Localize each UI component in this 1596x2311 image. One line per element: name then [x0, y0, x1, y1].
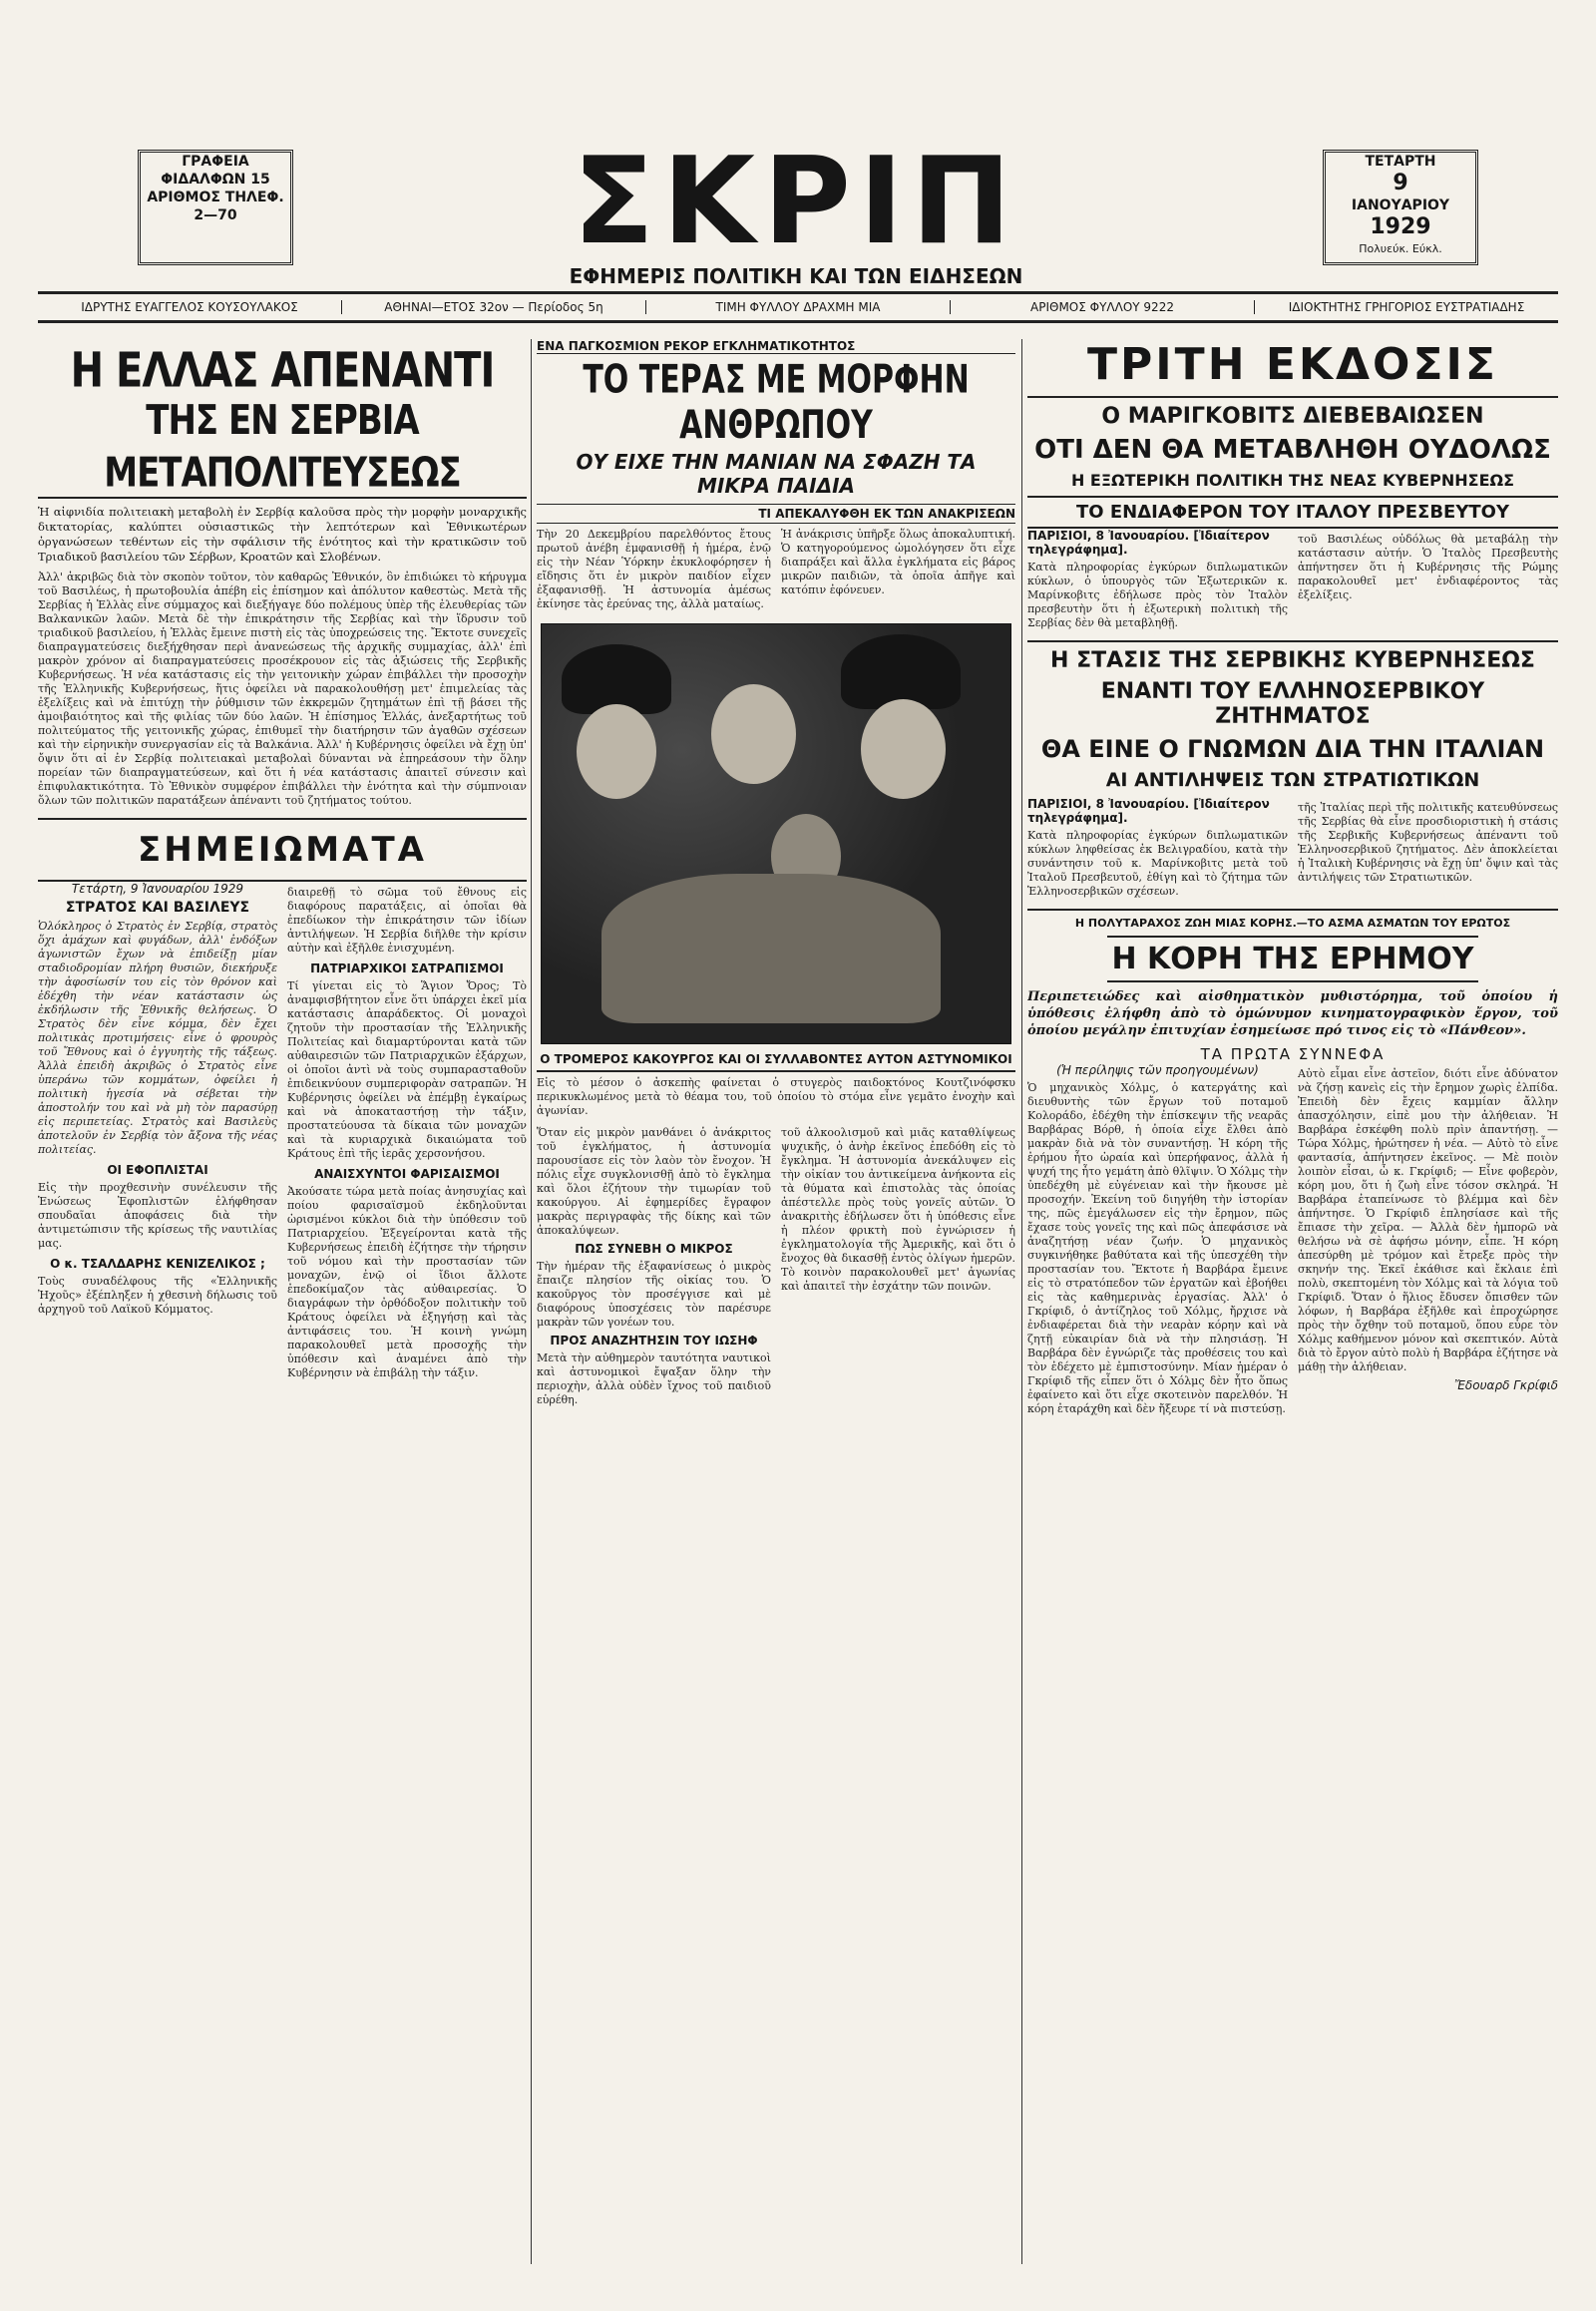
- stance-col-b: [1298, 797, 1558, 903]
- notes-subhead: ΣΤΡΑΤΟΣ ΚΑΙ ΒΑΣΙΛΕΥΣ: [65, 900, 250, 916]
- subhead-how: ΠΩΣ ΣΥΝΕΒΗ Ο ΜΙΚΡΟΣ: [575, 1242, 733, 1256]
- serial-title: Η ΚΟΡΗ ΤΗΣ ΕΡΗΜΟΥ: [1107, 936, 1478, 982]
- monster-col-c: [537, 1122, 771, 1411]
- office-info-box: [138, 150, 293, 265]
- italian-band: [1027, 496, 1558, 529]
- marinkovic-body-a: Κατὰ πληροφορίας ἐγκύρων διπλωματικῶν κύκλων, ὁ ὑπουργὸς τῶν Ἐξωτερικῶν κ. Μαρίνκοβιτς ἐδήλωσε πρὸς τὸν Ἰταλὸν πρεσβευτὴν ὅτι ἡ ἐξωτερικὴ πολιτικὴ τῆς Σερβίας δὲν θὰ μεταβληθῇ.: [1027, 561, 1288, 629]
- headline-line-1: Η ΕΛΛΑΣ ΑΠΕΝΑΝΤΙ: [70, 343, 495, 399]
- notes-body: Ὁλόκληρος ὁ Στρατὸς ἐν Σερβίᾳ, στρατὸς ὅχι ἀμάχων καὶ φυγάδων, ἀλλ' ἐνδόξων ἀγωνιστῶν ἔχων νὰ ἐπιδείξῃ μίαν σταδιοδρομίαν πλήρη θυσιῶν, διεκήρυξε τὴν ἀφοσίωσίν του εἰς τὸν θρόνον καὶ ἐδέχθη τὴν νέαν κατάστασιν ὡς ἐκδήλωσιν τῆς Ἐθνικῆς θελήσεως. Ὁ Στρατὸς δὲν εἶνε κόμμα, δὲν ἔχει πολιτικὰς προτιμήσεις· εἶνε ὁ φρουρὸς τοῦ Ἔθνους καὶ ὁ ἐγγυητὴς τῆς τάξεως. Ἀλλὰ ἐπειδὴ ἀκριβῶς ὁ Στρατὸς εἶνε ὑπεράνω τῶν κομμάτων, ὀφείλει ἡ πολιτικὴ ἡγεσία νὰ σέβεται τὴν ἀποστολήν του καὶ νὰ μὴ τὸν παρασύρῃ εἰς περιπετείας. Στρατὸς καὶ Βασιλεὺς ἀποτελοῦν ἐν Σερβίᾳ τὸν ἄξονα τῆς νέας πολιτείας.: [38, 920, 277, 1156]
- phone-number: 2—70: [194, 207, 237, 223]
- marinkovic-head-3: Η ΕΞΩΤΕΡΙΚΗ ΠΟΛΙΤΙΚΗ ΤΗΣ ΝΕΑΣ ΚΥΒΕΡΝΗΣΕΩΣ: [1070, 471, 1515, 490]
- price: ΤΙΜΗ ΦΥΛΛΟΥ ΔΡΑΧΜΗ ΜΙΑ: [646, 300, 951, 314]
- column-rule: [1021, 339, 1022, 2264]
- stance-body-a: Κατὰ πληροφορίας ἐγκύρων διπλωματικῶν κύκλων ληφθείσας ἐκ Βελιγραδίου, κατὰ τὴν συνάντησιν τοῦ κ. Μαρίνκοβιτς μετὰ τοῦ Ἰταλοῦ Πρεσβευτοῦ, ἐθίγη καὶ τὸ ζήτημα τῶν Ἑλληνοσερβικῶν σχέσεων.: [1027, 829, 1288, 898]
- serial-summary-note: (Ἡ περίληψις τῶν προηγουμένων): [1056, 1063, 1259, 1077]
- owner: ΙΔΙΟΚΤΗΤΗΣ ΓΡΗΓΟΡΙΟΣ ΕΥΣΤΡΑΤΙΑΔΗΣ: [1288, 300, 1525, 314]
- serial-columns: [1027, 1063, 1558, 1420]
- military-views: ΑΙ ΑΝΤΙΛΗΨΕΙΣ ΤΩΝ ΣΤΡΑΤΙΩΤΙΚΩΝ: [1105, 769, 1480, 791]
- monster-body-b: Ἡ ἀνάκρισις ὑπῆρξε ὅλως ἀποκαλυπτική. Ὁ κατηγορούμενος ὡμολόγησεν ὅτι εἶχε διαπράξει καὶ ἄλλα ἐγκλήματα εἰς βάρος μικρῶν παιδιῶν, τὰ ὁποῖα ἀπῆγε καὶ κατόπιν ἐφόνευεν.: [781, 528, 1015, 596]
- date-box: [1323, 150, 1478, 265]
- serial-kicker: Η ΠΟΛΥΤΑΡΑΧΟΣ ΖΩΗ ΜΙΑΣ ΚΟΡΗΣ.—ΤΟ ΑΣΜΑ ΑΣΜΑΤΩΝ ΤΟΥ ΕΡΩΤΟΣ: [1074, 917, 1511, 930]
- subhead-shipowners: ΟΙ ΕΦΟΠΛΙΣΤΑΙ: [107, 1163, 208, 1177]
- monster-body-d: Ὅταν εἰς μικρὸν μανθάνει ὁ ἀνάκριτος τοῦ ἐγκλήματος, ἡ ἀστυνομία παρουσίασε εἰς τὸν λαὸν τὸν ἔνοχον. Ἡ πόλις εἶχε συγκλονισθῇ ἀπὸ τὸ ἔγκλημα καὶ ὅλοι ἐζήτουν τὴν τιμωρίαν τοῦ κακούργου. Αἱ ἐφημερίδες ἔγραφον μακρὰς περιγραφὰς τῆς δίκης καὶ τῶν ἀποκαλύψεων.: [537, 1126, 771, 1237]
- hat-shape: [841, 634, 961, 709]
- monster-body-g: τοῦ ἀλκοολισμοῦ καὶ μιᾶς καταθλίψεως ψυχικῆς, ὁ ἀνὴρ ἐκεῖνος ἐπεδόθη εἰς τὸ ἔγκλημα. Ἡ ἀστυνομία ἀνεκάλυψεν εἰς τὴν οἰκίαν του ἀντικείμενα ἀνήκοντα εἰς τὰ θύματα καὶ ἐπιστολὰς τὰς ὁποίας ἀπέστελλε πρὸς τοὺς γονεῖς αὐτῶν. Ὁ ἀνακριτὴς ἐδήλωσεν ὅτι ἡ ὑπόθεσις εἶνε ἡ πλέον φρικτὴ ποὺ ἐγνώρισεν ἡ ἐγκληματολογία τῆς Ἀμερικῆς, καὶ ὅτι ὁ ἔνοχος θὰ δικασθῇ ἐντὸς ὀλίγων ἡμερῶν. Τὸ κοινὸν παρακολουθεῖ μετ' ἀγωνίας καὶ ἀπαιτεῖ τὴν ἐσχάτην τῶν ποινῶν.: [781, 1126, 1015, 1293]
- notes-column-a: [38, 882, 277, 1384]
- notes-header-band: [38, 818, 527, 882]
- stance-columns: [1027, 797, 1558, 903]
- monster-columns: [537, 524, 1015, 615]
- monster-headline-2: ΟΥ ΕΙΧΕ ΤΗΝ ΜΑΝΙΑΝ ΝΑ ΣΦΑΖΗ ΤΑ ΜΙΚΡΑ ΠΑΙΔΙΑ: [576, 450, 977, 498]
- face-shape: [861, 699, 946, 799]
- serial-col-b: [1298, 1063, 1558, 1420]
- year-period: ΑΘΗΝΑΙ—ΕΤΟΣ 32ον — Περίοδος 5η: [342, 300, 646, 314]
- column-rule: [531, 339, 532, 2264]
- tsaldaris-body: Τοὺς συναδέλφους τῆς «Ἑλληνικῆς Ἠχοῦς» ἐξέπληξεν ἡ χθεσινὴ δήλωσις τοῦ ἀρχηγοῦ τοῦ Λαϊκοῦ Κόμματος.: [38, 1275, 277, 1316]
- monster-body-e: Τὴν ἡμέραν τῆς ἐξαφανίσεως ὁ μικρὸς ἔπαιζε πλησίον τῆς οἰκίας του. Ὁ κακοῦργος τὸν προσέγγισε καὶ μὲ διαφόρους ὑποσχέσεις τὸν παρέσυρε μακρὰν τῶν γονέων του.: [537, 1260, 771, 1329]
- lead-paragraph: Ἡ αἰφνιδία πολιτειακὴ μεταβολὴ ἐν Σερβίᾳ καλοῦσα πρὸς τὴν μορφὴν μοναρχικῆς δικτατορίας, καλύπτει οὐσιαστικῶς τὴν λεπτότερων καὶ Ἐθνικωτέρων ὀργανώσεων τεθέντων εἰς τὴν σφάλισιν τῆς ἑνότητος καὶ τὴν κρατικῶσιν τοῦ Τριαδικοῦ βασιλείου τῶν Σέρβων, Κροατῶν καὶ Σλοβένων.: [38, 505, 527, 564]
- face-shape: [577, 704, 656, 799]
- serial-chapter: ΤΑ ΠΡΩΤΑ ΣΥΝΝΕΦΑ: [1200, 1045, 1386, 1063]
- stance-body-b: τῆς Ἰταλίας περὶ τῆς πολιτικῆς κατευθύνσεως τῆς Σερβίας θὰ εἶνε προσδιοριστικὴ ἡ στάσις τῆς Σερβικῆς Κυβερνήσεως ἀπέναντι τοῦ Ἑλληνοσερβικοῦ ζητήματος. Δὲν ἀποκλείεται ἡ Ἰταλικὴ Κυβέρνησις νὰ ἔχῃ ὑπ' ὄψιν καὶ τὰς ἀντιλήψεις τῶν Στρατιωτικῶν.: [1298, 801, 1558, 884]
- serbian-stance-1: Η ΣΤΑΣΙΣ ΤΗΣ ΣΕΡΒΙΚΗΣ ΚΥΒΕΡΝΗΣΕΩΣ: [1050, 648, 1535, 673]
- office-address: ΦΙΔΑΛΦΩΝ 15: [161, 172, 270, 188]
- saints: Πολυεύκ. Εύκλ.: [1359, 242, 1442, 255]
- year: 1929: [1370, 214, 1431, 239]
- marinkovic-head-1: Ο ΜΑΡΙΓΚΟΒΙΤΣ ΔΙΕΒΕΒΑΙΩΣΕΝ: [1101, 404, 1484, 429]
- divider: [1027, 909, 1558, 911]
- newspaper-subtitle: ΕΦΗΜΕΡΙΣ ΠΟΛΙΤΙΚΗ ΚΑΙ ΤΩΝ ΕΙΔΗΣΕΩΝ: [569, 264, 1023, 288]
- monster-deck: ΤΙ ΑΠΕΚΑΛΥΦΘΗ ΕΚ ΤΩΝ ΑΝΑΚΡΙΣΕΩΝ: [537, 504, 1015, 524]
- crowd-shape: [601, 874, 941, 1023]
- photo-caption: Ο ΤΡΟΜΕΡΟΣ ΚΑΚΟΥΡΓΟΣ ΚΑΙ ΟΙ ΣΥΛΛΑΒΟΝΤΕΣ ΑΥΤΟΝ ΑΣΤΥΝΟΜΙΚΟΙ: [537, 1052, 1015, 1072]
- dateline-2: ΠΑΡΙΣΙΟΙ, 8 Ἰανουαρίου. [Ἰδιαίτερον τηλεγράφημα].: [1027, 797, 1270, 825]
- marinkovic-col-a: [1027, 529, 1288, 634]
- notes-title: ΣΗΜΕΙΩΜΑΤΑ: [138, 830, 427, 870]
- serbian-stance-3: ΘΑ ΕΙΝΕ Ο ΓΝΩΜΩΝ ΔΙΑ ΤΗΝ ΙΤΑΛΙΑΝ: [1040, 735, 1545, 763]
- founder: ΙΔΡΥΤΗΣ ΕΥΑΓΓΕΛΟΣ ΚΟΥΣΟΥΛΑΚΟΣ: [38, 300, 342, 314]
- serial-col-a: [1027, 1063, 1288, 1420]
- month: ΙΑΝΟΥΑΡΙΟΥ: [1351, 197, 1450, 213]
- day: 9: [1393, 171, 1408, 195]
- divider: [1027, 396, 1558, 398]
- right-column: [1027, 339, 1558, 2264]
- italian-envoy-head: ΤΟ ΕΝΔΙΑΦΕΡΟΝ ΤΟΥ ΙΤΑΛΟΥ ΠΡΕΣΒΕΥΤΟΥ: [1075, 502, 1510, 523]
- left-column: [38, 339, 527, 2264]
- subhead-patriarchal: ΠΑΤΡΙΑΡΧΙΚΟΙ ΣΑΤΡΑΠΙΣΜΟΙ: [310, 962, 504, 975]
- serial-deck: Περιπετειώδες καὶ αἰσθηματικὸν μυθιστόρημα, τοῦ ὁποίου ἡ ὑπόθεσις ἐλήφθη ἀπὸ τὸ ὁμώνυμον κινηματογραφικὸν ἔργον, τοῦ ὁποίου μεγάλην ἐπιτυχίαν ἐσημείωσε πρό τινος εἰς τὸ «Πάνθεον».: [1027, 989, 1558, 1038]
- center-column: [537, 339, 1015, 2264]
- monster-columns-2: [537, 1122, 1015, 1411]
- subhead-pharisaisms: ΑΝΑΙΣΧΥΝΤΟΙ ΦΑΡΙΣΑΙΣΜΟΙ: [314, 1167, 500, 1181]
- pharisaisms-body: Ἀκούσατε τώρα μετὰ ποίας ἀνησυχίας καὶ ποίου φαρισαϊσμοῦ ἐκδηλοῦνται ὡρισμένοι κύκλοι διὰ τὴν ὑπόθεσιν τοῦ Πατριαρχείου. Ἐξεγείρονται κατὰ τῆς Κυβερνήσεως ἐπειδὴ ἐζήτησε τὴν τήρησιν τοῦ νόμου καὶ τὴν προστασίαν τῶν μοναχῶν, ἐνῷ οἱ ἴδιοι ἄλλοτε ἐπεδοκίμαζον τὰς αὐθαιρεσίας. Ὁ διαγράφων τὴν ὀρθόδοξον πολιτικὴν τοῦ Κράτους ὀφείλει νὰ ἐξηγήσῃ καὶ τὰς ἀντιφάσεις του. Ἡ κοινὴ γνώμη παρακολουθεῖ μετὰ προσοχῆς τὴν ὑπόθεσιν καὶ ἀναμένει ἀπὸ τὴν Κυβέρνησιν νὰ ἐπιβάλῃ τὴν τάξιν.: [287, 1185, 527, 1379]
- face-shape: [711, 684, 796, 784]
- subhead-search: ΠΡΟΣ ΑΝΑΖΗΤΗΣΙΝ ΤΟΥ ΙΩΣΗΦ: [550, 1334, 758, 1348]
- office-label: ΓΡΑΦΕΙΑ: [182, 154, 249, 170]
- record-kicker: ΕΝΑ ΠΑΓΚΟΣΜΙΟΝ ΡΕΚΟΡ ΕΓΚΛΗΜΑΤΙΚΟΤΗΤΟΣ: [537, 339, 1015, 354]
- marinkovic-columns: [1027, 529, 1558, 634]
- dateline-1: ΠΑΡΙΣΙΟΙ, 8 Ἰανουαρίου. [Ἰδιαίτερον τηλεγράφημα].: [1027, 529, 1270, 557]
- marinkovic-col-b: [1298, 529, 1558, 634]
- headline-line-2: ΤΗΣ ΕΝ ΣΕΡΒΙΑ ΜΕΤΑΠΟΛΙΤΕΥΣΕΩΣ: [104, 396, 461, 498]
- stance-col-a: [1027, 797, 1288, 903]
- phone-label: ΑΡΙΘΜΟΣ ΤΗΛΕΦ.: [147, 190, 284, 205]
- weekday: ΤΕΤΑΡΤΗ: [1365, 154, 1436, 170]
- monster-body-c: Εἰς τὸ μέσον ὁ ἀσκεπὴς φαίνεται ὁ στυγερὸς παιδοκτόνος Κουτζινόφσκυ περικυκλωμένος μετὰ τὸ θέαμα του, τοῦ ὁποίου τὸ στόμα εἶνε γεμᾶτο ἐνοχὴν καὶ ἀγωνίαν.: [537, 1076, 1015, 1117]
- divider: [1027, 640, 1558, 642]
- newspaper-logo: ΣΚΡΙΠ: [573, 133, 1019, 271]
- monster-col-d: [781, 1122, 1015, 1411]
- info-bar: [38, 291, 1558, 323]
- third-edition: ΤΡΙΤΗ ΕΚΔΟΣΙΣ: [1087, 339, 1498, 390]
- shipowners-body: Εἰς τὴν προχθεσινὴν συνέλευσιν τῆς Ἑνώσεως Ἐφοπλιστῶν ἐλήφθησαν σπουδαῖαι ἀποφάσεις διὰ τὴν ἀντιμετώπισιν τῆς κρίσεως τῆς ναυτιλίας μας.: [38, 1181, 277, 1250]
- subhead-tsaldaris: Ο κ. ΤΣΑΛΔΑΡΗΣ ΚΕΝΙΖΕΛΙΚΟΣ ;: [50, 1257, 265, 1271]
- monster-body-f: Μετὰ τὴν αὐθημερὸν ταυτότητα ναυτικοὶ καὶ ἀστυνομικοὶ ἔψαξαν ὅλην τὴν περιοχὴν, ἀλλὰ οὐδὲν ἴχνος τοῦ παιδιοῦ εὑρέθη.: [537, 1351, 771, 1406]
- article-body: Ἀλλ' ἀκριβῶς διὰ τὸν σκοπὸν τοῦτον, τὸν καθαρῶς Ἐθνικόν, ὃν ἐπιδιώκει τὸ κήρυγμα τοῦ Βασιλέως, ἡ πρωτοβουλία ἀπέβη εἰς ἐπίσημον καὶ ἀπόλυτον καθεστὼς. Μετὰ τῆς Σερβίας ἡ Ἑλλὰς εἶνε σύμμαχος καὶ διεξήγαγε δύο πολέμους ὑπὲρ τῆς ἐλευθερίας τῶν Βαλκανικῶν λαῶν. Μετὰ δὲ τὴν ἐπικράτησιν τῆς Σερβίας καὶ τὴν ἵδρυσιν τοῦ τριαδικοῦ βασιλείου, ἡ Ἑλλὰς ἔμεινε πιστὴ εἰς τὰς ὑποχρεώσεις της. Ἔκτοτε συνεχεῖς διαπραγματεύσεις διεξήχθησαν περὶ ἀνανεώσεως τῆς ἀρχικῆς συμμαχίας, ἀλλ' ἐπὶ μακρὸν χρόνον αἱ διαπραγματεύσεις προσέκρουον εἰς τὰς ἀξιώσεις τῆς Σερβικῆς Κυβερνήσεως. Ἡ νέα κατάστασις εἰς τὴν γειτονικὴν χώραν ἐπιβάλλει τὴν προσοχὴν τῆς Ἑλληνικῆς Κυβερνήσεως, ἥτις ὀφείλει νὰ παρακολουθήσῃ μετ' ἐπιμελείας τὰς ἐξελίξεις καὶ νὰ ἐπιτύχῃ τὴν ῥύθμισιν τῶν ἐκκρεμῶν ζητημάτων ἐπὶ τῇ βάσει τῆς ἀμοιβαιότητος καὶ τῆς φιλίας τῶν δύο λαῶν. Ἡ ἐπίσημος Ἑλλάς, ἀνεξαρτήτως τοῦ πολιτεύματος τῆς γειτονικῆς χώρας, ἐπιθυμεῖ τὴν διατήρησιν τῶν ἀγαθῶν σχέσεων καὶ τὴν εἰρηνικὴν συνεργασίαν εἰς τὰ Βαλκάνια. Ἀλλ' ἡ Κυβέρνησις ὀφείλει νὰ ἔχῃ ὑπ' ὄψιν ὅτι αἱ ἐν Σερβίᾳ πολιτειακαὶ μεταβολαὶ δύνανται νὰ ἐπηρεάσουν τὴν ὅλην πορείαν τῶν διαπραγματεύσεων, καὶ ὅτι ἡ νέα κατάστασις ἀπαιτεῖ σύνεσιν καὶ ἐπιφυλακτικότητα. Τὸ Ἐθνικὸν συμφέρον ἐπιβάλλει τὴν ἑνότητα καὶ τὴν σύμπνοιαν ὅλων τῶν πολιτικῶν παρατάξεων ἀπέναντι τοῦ ζητήματος τούτου.: [38, 571, 527, 807]
- notes-column-b: [287, 882, 527, 1384]
- notes-columns: [38, 882, 527, 1384]
- notes-body-b: διαιρεθῇ τὸ σῶμα τοῦ ἔθνους εἰς διαφόρους παρατάξεις, αἱ ὁποῖαι θὰ ἐπεδίωκον τὴν ἐπικράτησιν τῶν ἰδίων ἀντιλήψεων. Ἡ Σερβία διῆλθε τὴν κρίσιν αὐτὴν καὶ ἐξῆλθε ἐνισχυμένη.: [287, 886, 527, 955]
- criminal-photo: [541, 623, 1011, 1044]
- patriarchal-body: Τί γίνεται εἰς τὸ Ἅγιον Ὄρος; Τὸ ἀναμφισβήτητον εἶνε ὅτι ὑπάρχει ἐκεῖ μία κατάστασις ἀπαράδεκτος. Οἱ μοναχοὶ ζητοῦν τὴν προστασίαν τῆς Ἑλληνικῆς Πολιτείας καὶ διαμαρτύρονται κατὰ τῶν αὐθαιρεσιῶν τῶν Πατριαρχικῶν ἐξάρχων, οἱ ὁποῖοι ἀντὶ νὰ τοὺς συμπαρασταθοῦν ἐπιδεικνύουν συμπεριφορὰν σατραπῶν. Ἡ Κυβέρνησις ὀφείλει νὰ ἐπέμβῃ ἐγκαίρως καὶ νὰ ἀποκαταστήσῃ τὴν τάξιν, προστατεύουσα τὰ δίκαια τῶν μοναχῶν καὶ τὰ κυριαρχικὰ δικαιώματα τοῦ Κράτους ἐπὶ τῆς ἱερᾶς χερσονήσου.: [287, 979, 527, 1160]
- marinkovic-head-2: ΟΤΙ ΔΕΝ ΘΑ ΜΕΤΑΒΛΗΘΗ ΟΥΔΟΛΩΣ: [1034, 435, 1551, 465]
- serial-body-a: Ὁ μηχανικὸς Χόλμς, ὁ κατεργάτης καὶ διευθυντὴς τῶν ἔργων τοῦ ποταμοῦ Κολοράδο, ἐδέχθη τὴν ἐπίσκεψιν τῆς νεαρᾶς Βαρβάρας Βόρθ, ἡ ὁποία εἶχε ἔλθει ἀπὸ μακρὰν διὰ νὰ τὸν συναντήσῃ. Ἡ κόρη τῆς ἐρήμου ἦτο ὡραία καὶ ὑπερήφανος, ἀλλὰ ἡ ψυχή της ἦτο γεμάτη ἀπὸ θλῖψιν. Ὁ Χόλμς τὴν ὑπεδέχθη μὲ εὐγένειαν καὶ τὴν ἤκουσε μὲ προσοχήν. Ἐκείνη τοῦ διηγήθη τὴν ἱστορίαν της, πῶς ἐμεγάλωσεν εἰς τὴν ἔρημον, πῶς ἔχασε τοὺς γονεῖς της καὶ πῶς ἀπεφάσισε νὰ ἀναζητήσῃ νέαν ζωήν. Ὁ μηχανικὸς συγκινήθηκε βαθύτατα καὶ τῆς ὑπεσχέθη τὴν προστασίαν του. Ἔκτοτε ἡ Βαρβάρα ἔμεινε εἰς τὸ στρατόπεδον τῶν ἐργατῶν καὶ ἐβοήθει εἰς τὰς καθημερινὰς ἐργασίας. Ἀλλ' ὁ Γκρίφιδ, ὁ ἀντίζηλος τοῦ Χόλμς, ἤρχισε νὰ ἐνδιαφέρεται διὰ τὴν νεαρὰν κόρην καὶ νὰ ζητῇ εὐκαιρίαν διὰ νὰ τὴν πλησιάσῃ. Ἡ Βαρβάρα δὲν ἐγνώριζε τὰς προθέσεις του καὶ τὸν ἐδέχετο μὲ ἐμπιστοσύνην. Μίαν ἡμέραν ὁ Γκρίφιδ τῆς εἶπεν ὅτι ὁ Χόλμς δὲν ἦτο ὅπως ἐφαίνετο καὶ ὅτι εἶχε σκοτεινὸν παρελθόν. Ἡ κόρη ἐταράχθη καὶ δὲν ἤξευρε τί νὰ πιστεύσῃ.: [1027, 1081, 1288, 1415]
- monster-body-a: Τὴν 20 Δεκεμβρίου παρελθόντος ἔτους πρωτοῦ ἀνέβη ἐμφανισθῇ ἡ ἡμέρα, ἐνῷ εἰς τὴν Νέαν Ὑόρκην ἐκυκλοφόρησεν ἡ εἴδησις ὅτι ἐν μικρὸν παιδίον εἶχεν ἐξαφανισθῇ. Ἡ ἀστυνομία ἀμέσως ἐκίνησε τὰς ἐρεύνας της, ἀλλὰ ματαίως.: [537, 528, 771, 610]
- monster-headline-1: ΤΟ ΤΕΡΑΣ ΜΕ ΜΟΡΦΗΝ ΑΝΘΡΩΠΟΥ: [583, 357, 970, 449]
- notes-date: Τετάρτη, 9 Ἰανουαρίου 1929: [71, 882, 244, 896]
- serial-signoff: Ἔδουαρδ Γκρίφιδ: [1454, 1378, 1558, 1392]
- masthead: [38, 133, 1558, 289]
- issue-number: ΑΡΙΘΜΟΣ ΦΥΛΛΟΥ 9222: [951, 300, 1255, 314]
- marinkovic-body-b: τοῦ Βασιλέως οὐδόλως θὰ μεταβάλῃ τὴν κατάστασιν αὐτήν. Ὁ Ἰταλὸς Πρεσβευτὴς ἀπήντησεν ὅτι ἡ Κυβέρνησις τῆς Ρώμης παρακολουθεῖ μετ' ἐνδιαφέροντος τὰς ἐξελίξεις.: [1298, 533, 1558, 601]
- serbian-stance-2: ΕΝΑΝΤΙ ΤΟΥ ΕΛΛΗΝΟΣΕΡΒΙΚΟΥ ΖΗΤΗΜΑΤΟΣ: [1100, 679, 1485, 729]
- serial-body-b: Αὐτὸ εἶμαι εἶνε ἀστεῖον, διότι εἶνε ἀδύνατον νὰ ζήσῃ κανεὶς εἰς τὴν ἔρημον χωρὶς ἐλπίδα. Ἐπειδὴ δὲν ἔχεις καμμίαν ἄλλην ἀπασχόλησιν, εἰπὲ μου τὴν ἀλήθειαν. Ἡ Βαρβάρα ἐσκέφθη πολὺ πρὶν ἀπαντήσῃ. — Τώρα Χόλμς, ἠρώτησεν ἡ νέα. — Αὐτὸ τὸ εἶνε φαντασία, ἀπήντησεν ἐκεῖνος. — Μὲ ποιὸν λοιπὸν εἶσαι, ὦ κ. Γκρίφιδ; — Εἶνε φοβερὸν, κόρη μου, ὅτι ἡ ζωὴ εἶνε τόσον σκληρά. Ἡ Βαρβάρα ἐταπείνωσε τὸ βλέμμα καὶ δὲν ἀπήντησε. Ὁ Γκρίφιδ ἐπλησίασε καὶ τῆς ἔπιασε τὴν χεῖρα. — Ἀλλὰ δὲν ἠμπορῶ νὰ θελήσω νὰ σὲ ἀφήσω μόνην, εἶπε. Ἡ κόρη ἀπεσύρθη μὲ τρόμον καὶ ἔτρεξε πρὸς τὴν σκηνήν της. Ἐκεῖ ἐκάθισε καὶ ἔκλαιε ἐπὶ πολὺ, σκεπτομένη τὸν Χόλμς καὶ τὰ λόγια τοῦ Γκρίφιδ. Ὅταν ὁ ἥλιος ἔδυσεν ὄπισθεν τῶν λόφων, ἡ Βαρβάρα ἐξῆλθε καὶ ἐπροχώρησε πρὸς τὴν ὄχθην τοῦ ποταμοῦ, ὅπου εὗρε τὸν Χόλμς καθήμενον μόνον καὶ σκεπτικόν. Αὐτὰ διὰ τὸ ἔργον αὐτὸ πολὺ ἡ Βαρβάρα ἐζήτησε νὰ μάθῃ τὴν ἀλήθειαν.: [1298, 1067, 1558, 1373]
